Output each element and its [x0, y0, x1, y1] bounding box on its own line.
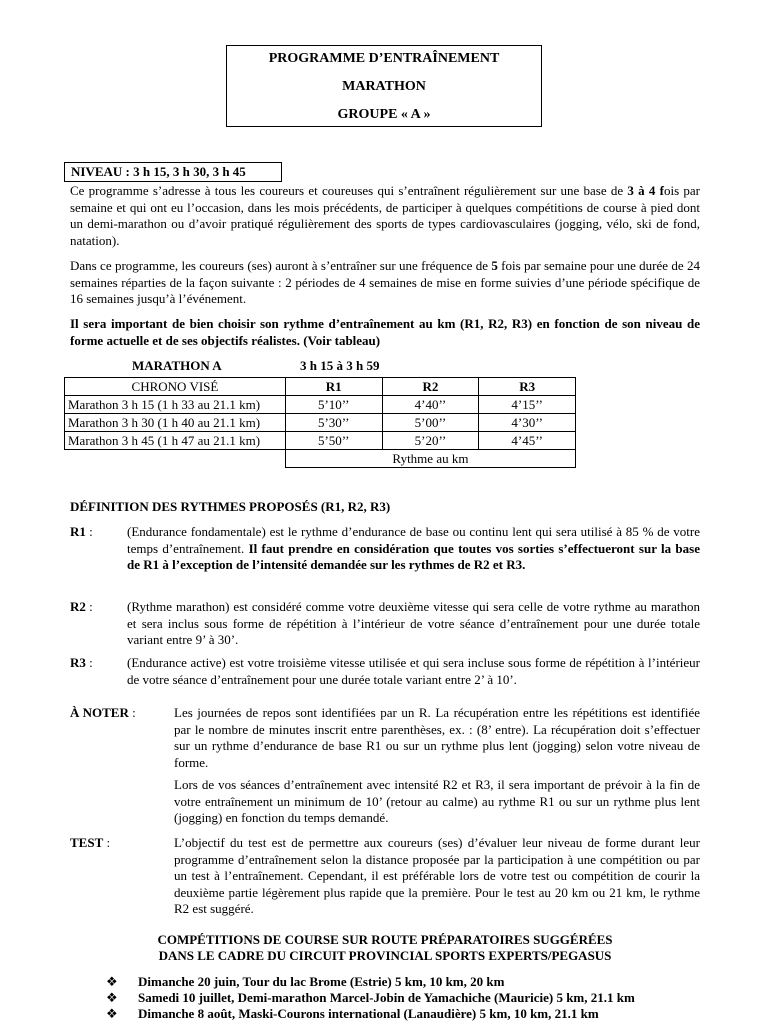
pace-table: [64, 377, 576, 468]
test-label: TEST :: [70, 835, 111, 850]
diamond-bullet-icon: ❖: [106, 1006, 118, 1021]
table-row: [65, 414, 576, 432]
note-paragraph-2: Lors de vos séances d’entraînement avec intensité R2 et R3, il sera important de prévoir à la fin de votre entraînement un minimum de 10’ (retour au calme) au rythme R1 ou sur un rythme plus lent (jogging) en fonction du temps demandé.: [174, 777, 700, 825]
competition-item: Dimanche 8 août, Maski-Courons international (Lanaudière) 5 km, 10 km, 21.1 km: [138, 1006, 599, 1021]
level-heading: NIVEAU : 3 h 15, 3 h 30, 3 h 45: [64, 162, 282, 182]
r1-label: R1 :: [70, 524, 93, 539]
header-r3: R3: [479, 378, 576, 396]
r3-label: R3 :: [70, 655, 93, 670]
competition-item: Samedi 10 juillet, Demi-marathon Marcel-Jobin de Yamachiche (Mauricie) 5 km, 21.1 km: [138, 990, 635, 1005]
competition-item: Dimanche 20 juin, Tour du lac Brome (Estrie) 5 km, 10 km, 20 km: [138, 974, 505, 989]
intro-paragraph-2: Dans ce programme, les coureurs (ses) auront à s’entraîner sur une fréquence de 5 fois par semaine pour une durée de 24 semaines réparties de la façon suivante : 2 périodes de 4 semaines de mise en forme suivies d’une période spécifique de 16 semaines jusqu’à l’événement.: [70, 258, 701, 306]
competitions-title-line-2: DANS LE CADRE DU CIRCUIT PROVINCIAL SPORTS EXPERTS/PEGASUS: [158, 948, 612, 963]
table-footer: Rythme au km: [285, 450, 575, 468]
table-caption-left: MARATHON A: [132, 358, 222, 373]
r1-cell: 5’30’’: [285, 414, 382, 432]
table-row: [65, 432, 576, 450]
intro-paragraph-1: Ce programme s’adresse à tous les coureurs et coureuses qui s’entraînent régulièrement sur une base de 3 à 4 fois par semaine et qui ont eu l’occasion, dans les mois précédents, de participer à quelques compétitions de course à pied dont un demi-marathon ou d’avoir pratiqué régulièrement des sports de types cardiovasculaires (jogging, vélo, ski de fond, natation).: [70, 183, 700, 248]
r2-cell: 4’40’’: [382, 396, 479, 414]
diamond-bullet-icon: ❖: [106, 974, 118, 989]
r1-cell: 5’50’’: [285, 432, 382, 450]
chrono-cell: Marathon 3 h 15 (1 h 33 au 21.1 km): [65, 396, 286, 414]
header-r2: R2: [382, 378, 479, 396]
r2-cell: 5’20’’: [382, 432, 479, 450]
definitions-heading: DÉFINITION DES RYTHMES PROPOSÉS (R1, R2, R3): [70, 499, 391, 514]
r3-cell: 4’30’’: [479, 414, 576, 432]
title-line-1: PROGRAMME D’ENTRAÎNEMENT: [268, 51, 500, 66]
table-footer-row: [65, 450, 576, 468]
r3-cell: 4’45’’: [479, 432, 576, 450]
intro-paragraph-3: Il sera important de bien choisir son rythme d’entraînement au km (R1, R2, R3) en fonction de son niveau de forme actuelle et de ses objectifs réalistes. (Voir tableau): [70, 316, 700, 348]
header-chrono: CHRONO VISÉ: [65, 378, 286, 396]
table-header-row: [65, 378, 576, 396]
table-caption-right: 3 h 15 à 3 h 59: [300, 358, 380, 373]
r1-cell: 5’10’’: [285, 396, 382, 414]
table-row: [65, 396, 576, 414]
competitions-title-line-1: COMPÉTITIONS DE COURSE SUR ROUTE PRÉPARATOIRES SUGGÉRÉES: [157, 932, 613, 947]
r1-definition: (Endurance fondamentale) est le rythme d’endurance de base ou continu lent qui sera utilisé à 85 % de votre temps d’entraînement. Il faut prendre en considération que toutes vos sorties s’effectueront sur la base de R1 à l’exception de l’intensité demandée sur les rythmes de R2 et R3.: [127, 524, 700, 572]
r2-label: R2 :: [70, 599, 93, 614]
chrono-cell: Marathon 3 h 30 (1 h 40 au 21.1 km): [65, 414, 286, 432]
title-box: [226, 45, 542, 127]
title-line-3: GROUPE « A »: [337, 107, 431, 122]
r2-definition: (Rythme marathon) est considéré comme votre deuxième vitesse qui sera celle de votre rythme au marathon et sera inclus sous forme de répétition à l’intérieur de votre séance d’entraînement pour une durée totale variant entre 9’ à 30’.: [127, 599, 700, 647]
r3-definition: (Endurance active) est votre troisième vitesse utilisée et qui sera incluse sous forme de répétition à l’intérieur de votre séance d’entraînement pour une durée totale variant entre 2’ à 10’.: [127, 655, 700, 687]
diamond-bullet-icon: ❖: [106, 990, 118, 1005]
note-label: À NOTER :: [70, 705, 136, 720]
chrono-cell: Marathon 3 h 45 (1 h 47 au 21.1 km): [65, 432, 286, 450]
r2-cell: 5’00’’: [382, 414, 479, 432]
test-paragraph: L’objectif du test est de permettre aux coureurs (ses) d’évaluer leur niveau de forme durant leur programme d’entraînement selon la distance proposée par la participation à une compétition ou par un test à l’entraînement. Cependant, il est préférable lors de votre test ou compétition de courir la deuxième partie légèrement plus rapide que la première. Pour le test au 20 km ou 21 km, le rythme R2 est suggéré.: [174, 835, 700, 916]
title-line-2: MARATHON: [342, 79, 426, 94]
header-r1: R1: [285, 378, 382, 396]
note-paragraph-1: Les journées de repos sont identifiées par un R. La récupération entre les répétitions est identifiée par le nombre de minutes inscrit entre parenthèses, ex. : (8’ entre). La récupération doit s’effectuer sur un rythme d’endurance de base R1 ou sur un rythme plus lent (jogging) selon votre niveau de forme.: [174, 705, 700, 770]
r3-cell: 4’15’’: [479, 396, 576, 414]
